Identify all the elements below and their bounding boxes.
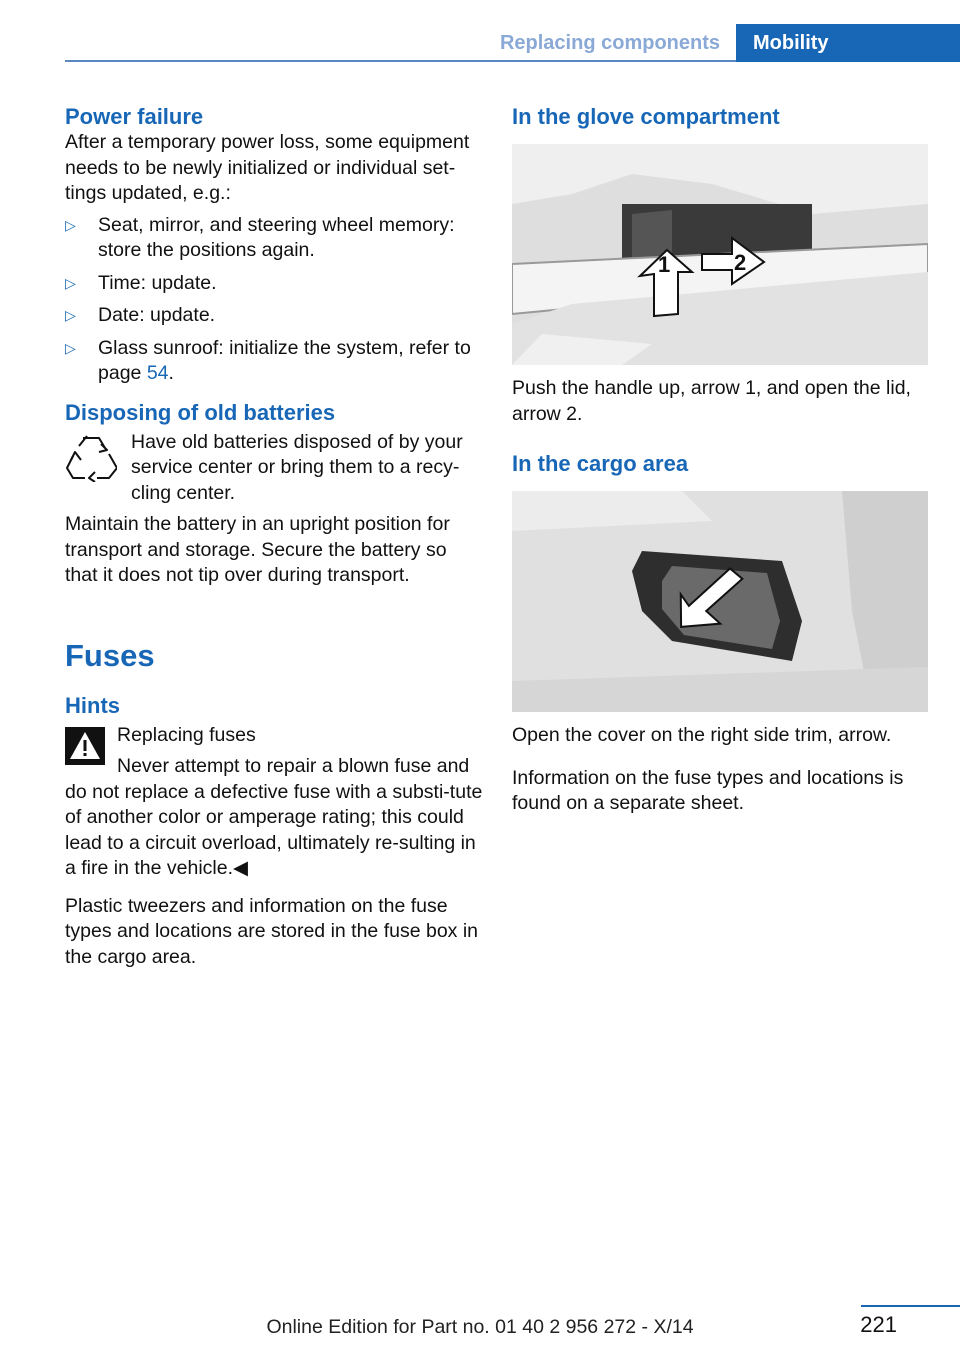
list-item-text: Seat, mirror, and steering wheel memory: store the positions again. <box>98 213 455 261</box>
cargo-heading: In the cargo area <box>512 451 689 476</box>
list-item-text: Date: update. <box>98 304 216 326</box>
bullet-icon: ▷ <box>65 307 76 323</box>
hints-heading: Hints <box>65 692 120 718</box>
power-failure-heading: Power failure <box>65 104 204 129</box>
cargo-info: Information on the fuse types and locations is found on a separate sheet. <box>512 766 904 814</box>
right-column <box>512 100 930 817</box>
header-chapter-tab: Mobility <box>736 24 960 62</box>
fuses-heading: Fuses <box>65 637 155 673</box>
recycle-note-text: Have old batteries disposed of by your service center or bring them to a recy‐cling center. <box>131 430 463 504</box>
list-item-text: Glass sunroof: initialize the system, refer to page <box>98 336 471 384</box>
bullet-icon: ▷ <box>65 339 76 356</box>
fuses-body: Plastic tweezers and information on the fuse types and locations are stored in the fuse box in the cargo area. <box>65 894 479 968</box>
disposing-body: Maintain the battery in an upright position for transport and storage. Secure the battery so that it does not tip over during transport. <box>65 513 450 586</box>
page-link[interactable]: 54 <box>146 362 169 384</box>
list-item-text: Time: update. <box>98 271 217 294</box>
list-item-suffix: . <box>168 362 174 384</box>
list-item <box>65 303 483 329</box>
cargo-caption: Open the cover on the right side trim, arrow. <box>512 724 892 746</box>
cargo-area-figure <box>512 491 928 712</box>
warning-text: Never attempt to repair a blown fuse and do not replace a defective fuse with a substi‐tute of another color or amperage rating; this could lead to a circuit overload, ultimately re‐sulting in a fire in the vehicle.◀ <box>65 755 483 879</box>
arrow-2-label: 2 <box>734 250 747 275</box>
glove-compartment-figure <box>512 144 928 365</box>
glove-heading: In the glove compartment <box>512 104 780 129</box>
list-item <box>65 271 483 297</box>
recycle-icon <box>65 432 117 490</box>
bullet-icon: ▷ <box>65 216 76 233</box>
header-rule <box>65 60 736 62</box>
warning-title: Replacing fuses <box>117 723 256 746</box>
disposing-heading: Disposing of old batteries <box>65 399 336 425</box>
footer-rule <box>861 1305 960 1307</box>
warning-note <box>65 723 483 882</box>
arrow-1-label: 1 <box>658 252 671 277</box>
power-failure-list <box>65 213 483 387</box>
bullet-icon: ▷ <box>65 274 76 291</box>
footer-edition: Online Edition for Part no. 01 40 2 956 272 - X/14 <box>266 1316 694 1338</box>
list-item <box>65 336 483 387</box>
power-failure-intro: After a temporary power loss, some equipment needs to be newly initialized or individual set‐tings updated, e.g.: <box>65 131 470 204</box>
left-column <box>65 100 483 970</box>
page-number: 221 <box>860 1312 897 1337</box>
recycle-note <box>65 430 483 507</box>
list-item <box>65 213 483 264</box>
glove-caption: Push the handle up, arrow 1, and open the lid, arrow 2. <box>512 377 911 425</box>
header-section-title: Replacing components <box>499 32 720 54</box>
warning-icon <box>65 727 105 773</box>
